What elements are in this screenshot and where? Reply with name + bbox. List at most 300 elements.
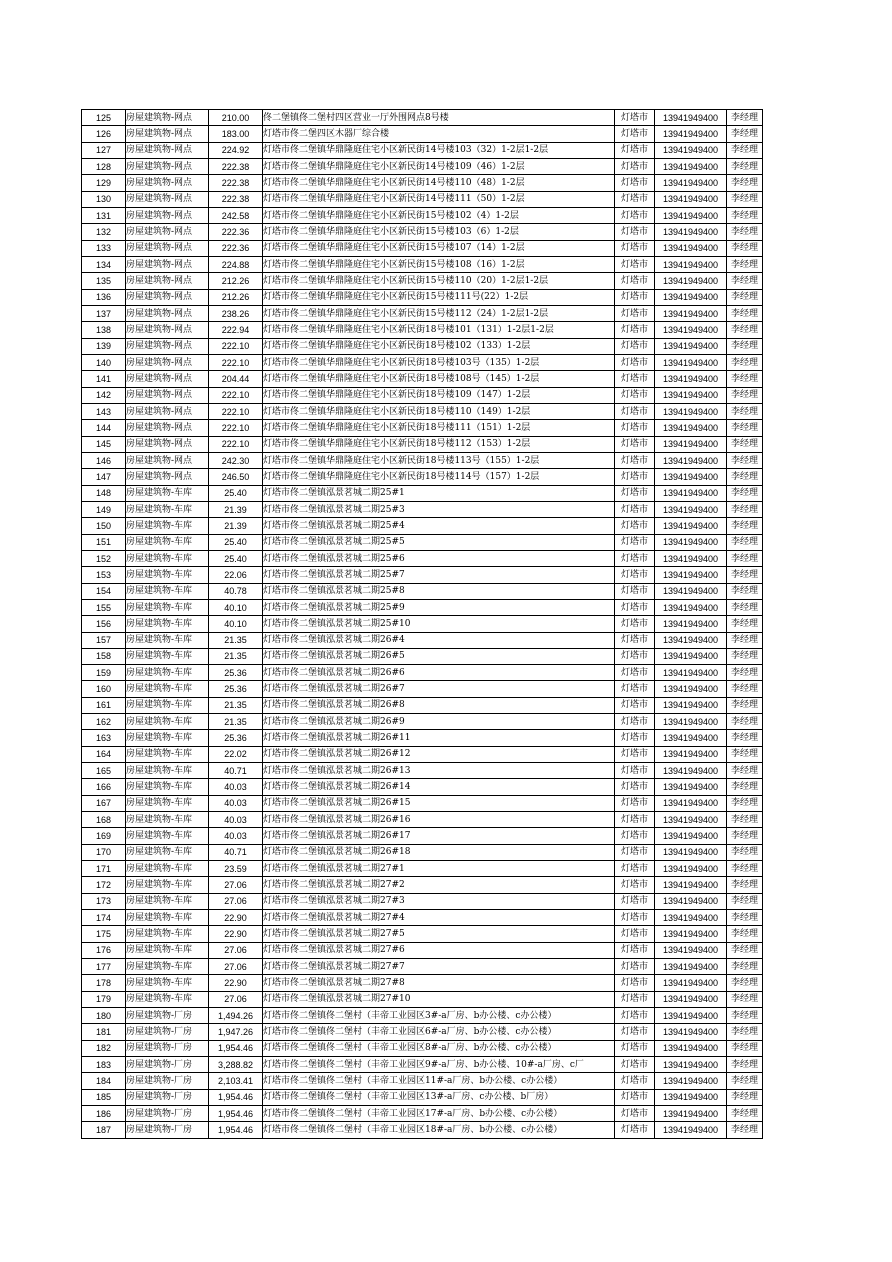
cell-city: 灯塔市 [615, 420, 655, 436]
cell-row-number: 145 [82, 436, 126, 452]
cell-row-number: 184 [82, 1073, 126, 1089]
cell-area: 40.71 [209, 844, 263, 860]
cell-asset-type: 房屋建筑物-网点 [126, 289, 209, 305]
cell-area: 40.71 [209, 763, 263, 779]
table-row [82, 322, 763, 338]
cell-area: 21.35 [209, 632, 263, 648]
table-row [82, 1040, 763, 1056]
cell-contact: 李经理 [727, 648, 763, 664]
cell-contact: 李经理 [727, 550, 763, 566]
cell-address: 灯塔市佟二堡镇泓景茗城二期26#12 [263, 746, 615, 762]
cell-asset-type: 房屋建筑物-厂房 [126, 1122, 209, 1138]
cell-row-number: 129 [82, 175, 126, 191]
cell-contact: 李经理 [727, 1089, 763, 1105]
table-row [82, 240, 763, 256]
cell-area: 40.03 [209, 828, 263, 844]
cell-asset-type: 房屋建筑物-网点 [126, 224, 209, 240]
cell-row-number: 155 [82, 599, 126, 615]
cell-asset-type: 房屋建筑物-车库 [126, 942, 209, 958]
cell-asset-type: 房屋建筑物-车库 [126, 763, 209, 779]
table-row [82, 191, 763, 207]
cell-contact: 李经理 [727, 567, 763, 583]
cell-contact: 李经理 [727, 1040, 763, 1056]
cell-contact: 李经理 [727, 371, 763, 387]
cell-address: 灯塔市佟二堡镇泓景茗城二期27#4 [263, 910, 615, 926]
cell-area: 212.26 [209, 289, 263, 305]
table-row [82, 926, 763, 942]
cell-row-number: 175 [82, 926, 126, 942]
cell-city: 灯塔市 [615, 142, 655, 158]
cell-contact: 李经理 [727, 1073, 763, 1089]
cell-phone: 13941949400 [655, 910, 727, 926]
cell-row-number: 154 [82, 583, 126, 599]
cell-asset-type: 房屋建筑物-车库 [126, 714, 209, 730]
cell-address: 灯塔市佟二堡镇泓景茗城二期27#2 [263, 877, 615, 893]
cell-address: 灯塔市佟二堡镇泓景茗城二期26#7 [263, 681, 615, 697]
cell-contact: 李经理 [727, 1122, 763, 1138]
cell-city: 灯塔市 [615, 975, 655, 991]
cell-phone: 13941949400 [655, 485, 727, 501]
cell-asset-type: 房屋建筑物-车库 [126, 697, 209, 713]
table-row [82, 550, 763, 566]
cell-contact: 李经理 [727, 697, 763, 713]
cell-address: 灯塔市佟二堡镇泓景茗城二期27#8 [263, 975, 615, 991]
cell-contact: 李经理 [727, 926, 763, 942]
table-row [82, 991, 763, 1007]
cell-city: 灯塔市 [615, 501, 655, 517]
cell-address: 灯塔市佟二堡镇华鼎隆庭住宅小区新民街14号楼103（32）1-2层1-2层 [263, 142, 615, 158]
cell-phone: 13941949400 [655, 1089, 727, 1105]
cell-asset-type: 房屋建筑物-网点 [126, 240, 209, 256]
cell-area: 224.88 [209, 256, 263, 272]
cell-phone: 13941949400 [655, 812, 727, 828]
cell-address: 灯塔市佟二堡镇华鼎隆庭住宅小区新民街15号楼103（6）1-2层 [263, 224, 615, 240]
cell-row-number: 177 [82, 959, 126, 975]
cell-asset-type: 房屋建筑物-网点 [126, 403, 209, 419]
cell-phone: 13941949400 [655, 322, 727, 338]
cell-area: 27.06 [209, 893, 263, 909]
cell-asset-type: 房屋建筑物-车库 [126, 550, 209, 566]
cell-address: 灯塔市佟二堡镇泓景茗城二期27#1 [263, 861, 615, 877]
cell-city: 灯塔市 [615, 942, 655, 958]
cell-area: 23.59 [209, 861, 263, 877]
cell-asset-type: 房屋建筑物-车库 [126, 534, 209, 550]
cell-city: 灯塔市 [615, 338, 655, 354]
cell-address: 灯塔市佟二堡镇泓景茗城二期27#6 [263, 942, 615, 958]
table-row [82, 110, 763, 126]
cell-city: 灯塔市 [615, 518, 655, 534]
cell-asset-type: 房屋建筑物-车库 [126, 844, 209, 860]
cell-city: 灯塔市 [615, 387, 655, 403]
cell-phone: 13941949400 [655, 779, 727, 795]
cell-phone: 13941949400 [655, 844, 727, 860]
table-row [82, 485, 763, 501]
cell-address: 灯塔市佟二堡镇泓景茗城二期26#11 [263, 730, 615, 746]
cell-city: 灯塔市 [615, 485, 655, 501]
cell-address: 灯塔市佟二堡镇泓景茗城二期26#5 [263, 648, 615, 664]
cell-address: 灯塔市佟二堡镇华鼎隆庭住宅小区新民街15号楼111号(22）1-2层 [263, 289, 615, 305]
cell-row-number: 125 [82, 110, 126, 126]
cell-phone: 13941949400 [655, 567, 727, 583]
cell-city: 灯塔市 [615, 583, 655, 599]
table-row [82, 534, 763, 550]
cell-asset-type: 房屋建筑物-网点 [126, 322, 209, 338]
cell-address: 灯塔市佟二堡镇华鼎隆庭住宅小区新民街18号楼114号（157）1-2层 [263, 469, 615, 485]
cell-row-number: 183 [82, 1057, 126, 1073]
cell-address: 灯塔市佟二堡镇泓景茗城二期26#18 [263, 844, 615, 860]
table-row [82, 1106, 763, 1122]
cell-city: 灯塔市 [615, 991, 655, 1007]
cell-row-number: 135 [82, 273, 126, 289]
cell-address: 灯塔市佟二堡镇泓景茗城二期25#9 [263, 599, 615, 615]
cell-phone: 13941949400 [655, 158, 727, 174]
cell-address: 灯塔市佟二堡镇华鼎隆庭住宅小区新民街18号楼101（131）1-2层1-2层 [263, 322, 615, 338]
cell-contact: 李经理 [727, 469, 763, 485]
cell-contact: 李经理 [727, 616, 763, 632]
cell-row-number: 126 [82, 126, 126, 142]
cell-phone: 13941949400 [655, 436, 727, 452]
table-row [82, 224, 763, 240]
cell-phone: 13941949400 [655, 305, 727, 321]
cell-city: 灯塔市 [615, 959, 655, 975]
table-row [82, 1122, 763, 1138]
table-row [82, 714, 763, 730]
cell-asset-type: 房屋建筑物-网点 [126, 452, 209, 468]
table-row [82, 632, 763, 648]
cell-area: 3,288.82 [209, 1057, 263, 1073]
table-row [82, 501, 763, 517]
cell-address: 灯塔市佟二堡镇华鼎隆庭住宅小区新民街14号楼110（48）1-2层 [263, 175, 615, 191]
cell-city: 灯塔市 [615, 289, 655, 305]
cell-phone: 13941949400 [655, 632, 727, 648]
cell-contact: 李经理 [727, 273, 763, 289]
cell-address: 灯塔市佟二堡镇华鼎隆庭住宅小区新民街15号楼102（4）1-2层 [263, 207, 615, 223]
cell-asset-type: 房屋建筑物-车库 [126, 991, 209, 1007]
cell-row-number: 130 [82, 191, 126, 207]
table-row [82, 795, 763, 811]
cell-row-number: 149 [82, 501, 126, 517]
cell-city: 灯塔市 [615, 1106, 655, 1122]
cell-asset-type: 房屋建筑物-网点 [126, 469, 209, 485]
cell-asset-type: 房屋建筑物-车库 [126, 959, 209, 975]
cell-contact: 李经理 [727, 795, 763, 811]
cell-address: 灯塔市佟二堡镇泓景茗城二期25#4 [263, 518, 615, 534]
cell-city: 灯塔市 [615, 844, 655, 860]
cell-area: 204.44 [209, 371, 263, 387]
cell-contact: 李经理 [727, 844, 763, 860]
table-row [82, 175, 763, 191]
cell-row-number: 144 [82, 420, 126, 436]
table-row [82, 387, 763, 403]
table-row [82, 305, 763, 321]
table-row [82, 207, 763, 223]
table-row [82, 665, 763, 681]
cell-area: 40.03 [209, 795, 263, 811]
cell-address: 灯塔市佟二堡镇泓景茗城二期27#3 [263, 893, 615, 909]
cell-address: 灯塔市佟二堡镇泓景茗城二期26#4 [263, 632, 615, 648]
cell-phone: 13941949400 [655, 730, 727, 746]
cell-area: 21.35 [209, 714, 263, 730]
cell-contact: 李经理 [727, 420, 763, 436]
cell-city: 灯塔市 [615, 207, 655, 223]
cell-phone: 13941949400 [655, 665, 727, 681]
cell-asset-type: 房屋建筑物-网点 [126, 126, 209, 142]
asset-listing-body [82, 110, 763, 1139]
cell-area: 25.40 [209, 550, 263, 566]
cell-asset-type: 房屋建筑物-车库 [126, 681, 209, 697]
table-row [82, 1089, 763, 1105]
table-row [82, 452, 763, 468]
cell-row-number: 178 [82, 975, 126, 991]
cell-phone: 13941949400 [655, 795, 727, 811]
cell-area: 242.30 [209, 452, 263, 468]
cell-asset-type: 房屋建筑物-网点 [126, 371, 209, 387]
cell-address: 灯塔市佟二堡镇华鼎隆庭住宅小区新民街18号楼111（151）1-2层 [263, 420, 615, 436]
cell-asset-type: 房屋建筑物-网点 [126, 420, 209, 436]
cell-city: 灯塔市 [615, 1057, 655, 1073]
cell-contact: 李经理 [727, 354, 763, 370]
cell-phone: 13941949400 [655, 338, 727, 354]
cell-phone: 13941949400 [655, 371, 727, 387]
cell-area: 25.36 [209, 681, 263, 697]
cell-row-number: 142 [82, 387, 126, 403]
cell-row-number: 150 [82, 518, 126, 534]
cell-city: 灯塔市 [615, 240, 655, 256]
cell-phone: 13941949400 [655, 926, 727, 942]
cell-area: 222.10 [209, 403, 263, 419]
table-row [82, 648, 763, 664]
cell-row-number: 138 [82, 322, 126, 338]
cell-row-number: 186 [82, 1106, 126, 1122]
cell-phone: 13941949400 [655, 599, 727, 615]
cell-city: 灯塔市 [615, 632, 655, 648]
cell-address: 灯塔市佟二堡镇佟二堡村（丰帝工业园区6#-a厂房、b办公楼、c办公楼） [263, 1024, 615, 1040]
cell-city: 灯塔市 [615, 1089, 655, 1105]
cell-row-number: 180 [82, 1008, 126, 1024]
cell-city: 灯塔市 [615, 550, 655, 566]
cell-phone: 13941949400 [655, 991, 727, 1007]
cell-row-number: 152 [82, 550, 126, 566]
cell-contact: 李经理 [727, 501, 763, 517]
cell-area: 40.10 [209, 616, 263, 632]
cell-asset-type: 房屋建筑物-车库 [126, 485, 209, 501]
cell-asset-type: 房屋建筑物-网点 [126, 338, 209, 354]
cell-asset-type: 房屋建筑物-车库 [126, 812, 209, 828]
cell-phone: 13941949400 [655, 746, 727, 762]
cell-asset-type: 房屋建筑物-厂房 [126, 1057, 209, 1073]
cell-city: 灯塔市 [615, 305, 655, 321]
cell-phone: 13941949400 [655, 583, 727, 599]
cell-area: 222.38 [209, 158, 263, 174]
cell-contact: 李经理 [727, 485, 763, 501]
cell-area: 27.06 [209, 959, 263, 975]
table-row [82, 256, 763, 272]
cell-address: 灯塔市佟二堡镇泓景茗城二期25#7 [263, 567, 615, 583]
table-row [82, 1008, 763, 1024]
cell-phone: 13941949400 [655, 648, 727, 664]
cell-phone: 13941949400 [655, 354, 727, 370]
cell-row-number: 158 [82, 648, 126, 664]
cell-area: 1,494.26 [209, 1008, 263, 1024]
cell-contact: 李经理 [727, 730, 763, 746]
cell-row-number: 139 [82, 338, 126, 354]
cell-contact: 李经理 [727, 1057, 763, 1073]
cell-contact: 李经理 [727, 632, 763, 648]
cell-area: 242.58 [209, 207, 263, 223]
cell-address: 灯塔市佟二堡镇泓景茗城二期26#8 [263, 697, 615, 713]
cell-asset-type: 房屋建筑物-网点 [126, 354, 209, 370]
cell-address: 灯塔市佟二堡镇泓景茗城二期25#3 [263, 501, 615, 517]
cell-asset-type: 房屋建筑物-车库 [126, 893, 209, 909]
cell-area: 25.36 [209, 665, 263, 681]
cell-area: 21.39 [209, 518, 263, 534]
cell-row-number: 161 [82, 697, 126, 713]
cell-contact: 李经理 [727, 746, 763, 762]
cell-area: 1,954.46 [209, 1040, 263, 1056]
cell-row-number: 171 [82, 861, 126, 877]
cell-contact: 李经理 [727, 1024, 763, 1040]
cell-area: 222.10 [209, 387, 263, 403]
table-row [82, 779, 763, 795]
cell-address: 灯塔市佟二堡镇华鼎隆庭住宅小区新民街18号楼108号（145）1-2层 [263, 371, 615, 387]
cell-address: 灯塔市佟二堡镇佟二堡村（丰帝工业园区11#-a厂房、b办公楼、c办公楼） [263, 1073, 615, 1089]
cell-address: 灯塔市佟二堡镇泓景茗城二期25#5 [263, 534, 615, 550]
cell-phone: 13941949400 [655, 1008, 727, 1024]
cell-phone: 13941949400 [655, 175, 727, 191]
cell-contact: 李经理 [727, 191, 763, 207]
cell-contact: 李经理 [727, 1008, 763, 1024]
cell-row-number: 127 [82, 142, 126, 158]
table-row [82, 469, 763, 485]
cell-asset-type: 房屋建筑物-车库 [126, 779, 209, 795]
cell-phone: 13941949400 [655, 256, 727, 272]
table-row [82, 158, 763, 174]
table-row [82, 338, 763, 354]
cell-area: 222.10 [209, 354, 263, 370]
cell-asset-type: 房屋建筑物-厂房 [126, 1024, 209, 1040]
cell-address: 灯塔市佟二堡镇佟二堡村（丰帝工业园区13#-a厂房、c办公楼、b厂房） [263, 1089, 615, 1105]
cell-phone: 13941949400 [655, 420, 727, 436]
cell-area: 2,103.41 [209, 1073, 263, 1089]
table-row [82, 1057, 763, 1073]
cell-phone: 13941949400 [655, 501, 727, 517]
cell-city: 灯塔市 [615, 1008, 655, 1024]
cell-row-number: 147 [82, 469, 126, 485]
cell-address: 灯塔市佟二堡镇华鼎隆庭住宅小区新民街18号楼109（147）1-2层 [263, 387, 615, 403]
cell-row-number: 182 [82, 1040, 126, 1056]
cell-city: 灯塔市 [615, 534, 655, 550]
cell-city: 灯塔市 [615, 126, 655, 142]
cell-area: 22.90 [209, 910, 263, 926]
cell-area: 22.90 [209, 926, 263, 942]
table-row [82, 420, 763, 436]
cell-asset-type: 房屋建筑物-车库 [126, 877, 209, 893]
table-row [82, 126, 763, 142]
cell-area: 21.35 [209, 648, 263, 664]
cell-area: 21.39 [209, 501, 263, 517]
cell-contact: 李经理 [727, 142, 763, 158]
cell-address: 灯塔市佟二堡镇泓景茗城二期26#17 [263, 828, 615, 844]
cell-address: 灯塔市佟二堡镇泓景茗城二期25#8 [263, 583, 615, 599]
cell-asset-type: 房屋建筑物-网点 [126, 273, 209, 289]
cell-row-number: 163 [82, 730, 126, 746]
cell-asset-type: 房屋建筑物-厂房 [126, 1040, 209, 1056]
cell-address: 灯塔市佟二堡镇泓景茗城二期26#6 [263, 665, 615, 681]
cell-row-number: 170 [82, 844, 126, 860]
cell-area: 22.90 [209, 975, 263, 991]
cell-city: 灯塔市 [615, 322, 655, 338]
cell-city: 灯塔市 [615, 730, 655, 746]
cell-asset-type: 房屋建筑物-厂房 [126, 1089, 209, 1105]
cell-contact: 李经理 [727, 289, 763, 305]
cell-contact: 李经理 [727, 583, 763, 599]
cell-city: 灯塔市 [615, 1073, 655, 1089]
cell-asset-type: 房屋建筑物-车库 [126, 616, 209, 632]
cell-area: 222.36 [209, 224, 263, 240]
cell-address: 灯塔市佟二堡镇泓景茗城二期25#1 [263, 485, 615, 501]
table-row [82, 959, 763, 975]
cell-asset-type: 房屋建筑物-网点 [126, 110, 209, 126]
cell-phone: 13941949400 [655, 207, 727, 223]
cell-phone: 13941949400 [655, 697, 727, 713]
cell-city: 灯塔市 [615, 828, 655, 844]
cell-asset-type: 房屋建筑物-车库 [126, 632, 209, 648]
cell-asset-type: 房屋建筑物-网点 [126, 387, 209, 403]
table-row [82, 518, 763, 534]
cell-city: 灯塔市 [615, 1040, 655, 1056]
cell-contact: 李经理 [727, 207, 763, 223]
table-row [82, 289, 763, 305]
table-row [82, 371, 763, 387]
cell-asset-type: 房屋建筑物-厂房 [126, 1073, 209, 1089]
cell-phone: 13941949400 [655, 534, 727, 550]
cell-area: 238.26 [209, 305, 263, 321]
cell-contact: 李经理 [727, 942, 763, 958]
cell-city: 灯塔市 [615, 1024, 655, 1040]
cell-row-number: 173 [82, 893, 126, 909]
cell-address: 灯塔市佟二堡镇华鼎隆庭住宅小区新民街15号楼110（20）1-2层1-2层 [263, 273, 615, 289]
cell-area: 40.78 [209, 583, 263, 599]
cell-contact: 李经理 [727, 256, 763, 272]
cell-contact: 李经理 [727, 1106, 763, 1122]
cell-phone: 13941949400 [655, 893, 727, 909]
cell-area: 1,954.46 [209, 1122, 263, 1138]
table-row [82, 403, 763, 419]
cell-city: 灯塔市 [615, 861, 655, 877]
cell-asset-type: 房屋建筑物-厂房 [126, 1008, 209, 1024]
cell-area: 224.92 [209, 142, 263, 158]
cell-asset-type: 房屋建筑物-车库 [126, 648, 209, 664]
cell-contact: 李经理 [727, 779, 763, 795]
cell-area: 222.10 [209, 338, 263, 354]
cell-phone: 13941949400 [655, 828, 727, 844]
cell-address: 灯塔市佟二堡镇华鼎隆庭住宅小区新民街14号楼111（50）1-2层 [263, 191, 615, 207]
cell-city: 灯塔市 [615, 175, 655, 191]
cell-phone: 13941949400 [655, 240, 727, 256]
cell-row-number: 165 [82, 763, 126, 779]
cell-row-number: 128 [82, 158, 126, 174]
cell-contact: 李经理 [727, 110, 763, 126]
cell-row-number: 167 [82, 795, 126, 811]
cell-address: 灯塔市佟二堡镇佟二堡村（丰帝工业园区9#-a厂房、b办公楼、10#-a厂房、c厂 [263, 1057, 615, 1073]
cell-row-number: 146 [82, 452, 126, 468]
cell-contact: 李经理 [727, 175, 763, 191]
cell-phone: 13941949400 [655, 126, 727, 142]
table-row [82, 583, 763, 599]
table-row [82, 975, 763, 991]
cell-contact: 李经理 [727, 452, 763, 468]
cell-address: 佟二堡镇佟二堡村四区营业一厅外围网点8号楼 [263, 110, 615, 126]
